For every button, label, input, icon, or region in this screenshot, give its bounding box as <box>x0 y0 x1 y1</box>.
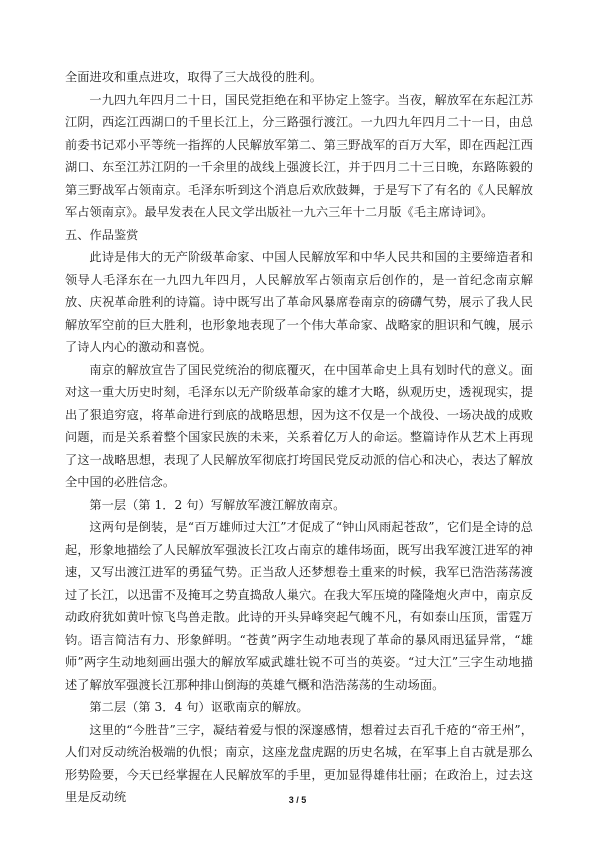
paragraph-3: 此诗是伟大的无产阶级革命家、中国人民解放军和中华人民共和国的主要缔造者和领导人毛泽东在一九四九年四月，人民解放军占领南京后创作的，是一首纪念南京解放、庆祝革命胜利的诗篇。诗中既写出了革命风暴席卷南京的磅礴气势，展示了我人民解放军空前的巨大胜利，也形象地表现了一个伟大革命家、战略家的胆识和气魄，展示了诗人内心的激动和喜悦。 <box>65 250 533 354</box>
layer-two-heading: 第二层（第 3．4 句）讴歌南京的解放。 <box>89 700 309 714</box>
layer-one-heading: 第一层（第 1．2 句）写解放军渡江解放南京。 <box>89 497 346 512</box>
paragraph-2: 一九四九年四月二十日，国民党拒绝在和平协定上签字。当夜，解放军在东起江苏江阴，西迄江西湖口的千里长江上，分三路强行渡江。一九四九年四月二十一日，由总前委书记邓小平等统一指挥的人民解放军第二、第三野战军的百万大军，即在西起江西湖口、东至江苏江阴的一千余里的战线上强渡长江，并于四月二十三日晚，东路陈毅的第三野战军占领南京。毛泽东听到这个消息后欢欣鼓舞，于是写下了有名的《人民解放军占领南京》。最早发表在人民文学出版社一九六三年十二月版《毛主席诗词》。 <box>65 92 533 219</box>
paragraph-6: 这里的“今胜昔”三字，凝结着爱与恨的深邃感情，想着过去百孔千疮的“帝王州”，人们对反动统治极端的仇恨；南京，这座龙盘虎踞的历史名城，在军事上自古就是那么形势险要，今天已经掌握在人民解放军的手里，更加显得雄伟壮丽；在政治上，过去这里是反动统 <box>65 722 533 804</box>
paragraph-5: 这两句是倒装，是“百万雄师过大江”才促成了“钟山风雨起苍敌”，它们是全诗的总起，形象地描绘了人民解放军强波长江攻占南京的雄伟场面，既写出我军渡江进军的神速，又写出渡江进军的勇猛气势。正当敌人还梦想卷土重来的时候，我军已浩浩荡荡渡过了长江，以迅雷不及掩耳之势直捣敌人巢穴。在我大军压境的隆隆炮火声中，南京反动政府犹如黄叶惊飞鸟兽走散。此诗的开头异峰突起气魄不凡，有如泰山压顶，雷霆万钧。语言简洁有力、形象鲜明。“苍黄”两字生动地表现了革命的暴风雨迅猛异常，“雄师”两字生动地刻画出强大的解放军威武雄壮锐不可当的英姿。“过大江”三字生动地描述了解放军强渡长江那种排山倒海的英雄气概和浩浩荡荡的生动场面。 <box>65 520 533 692</box>
page-number: 3 / 5 <box>288 795 307 805</box>
paragraph-4: 南京的解放宣告了国民党统治的彻底覆灭，在中国革命史上具有划时代的意义。面对这一重大历史时刻，毛泽东以无产阶级革命家的雄才大略，纵观历史，透视现实，提出了狠追穷寇，将革命进行到底的战略思想，因为这不仅是一个战役、一场决战的成败问题，而是关系着整个国家民族的未来，关系着亿万人的命运。整篇诗作从艺术上再现了这一战略思想，表现了人民解放军彻底打垮国民党反动派的信心和决心，表达了解放全中国的必胜信念。 <box>65 362 533 489</box>
paragraph-1: 全面进攻和重点进攻，取得了三大战役的胜利。 <box>65 70 322 84</box>
section-heading: 五、作品鉴赏 <box>65 227 139 242</box>
document-body <box>65 66 533 809</box>
